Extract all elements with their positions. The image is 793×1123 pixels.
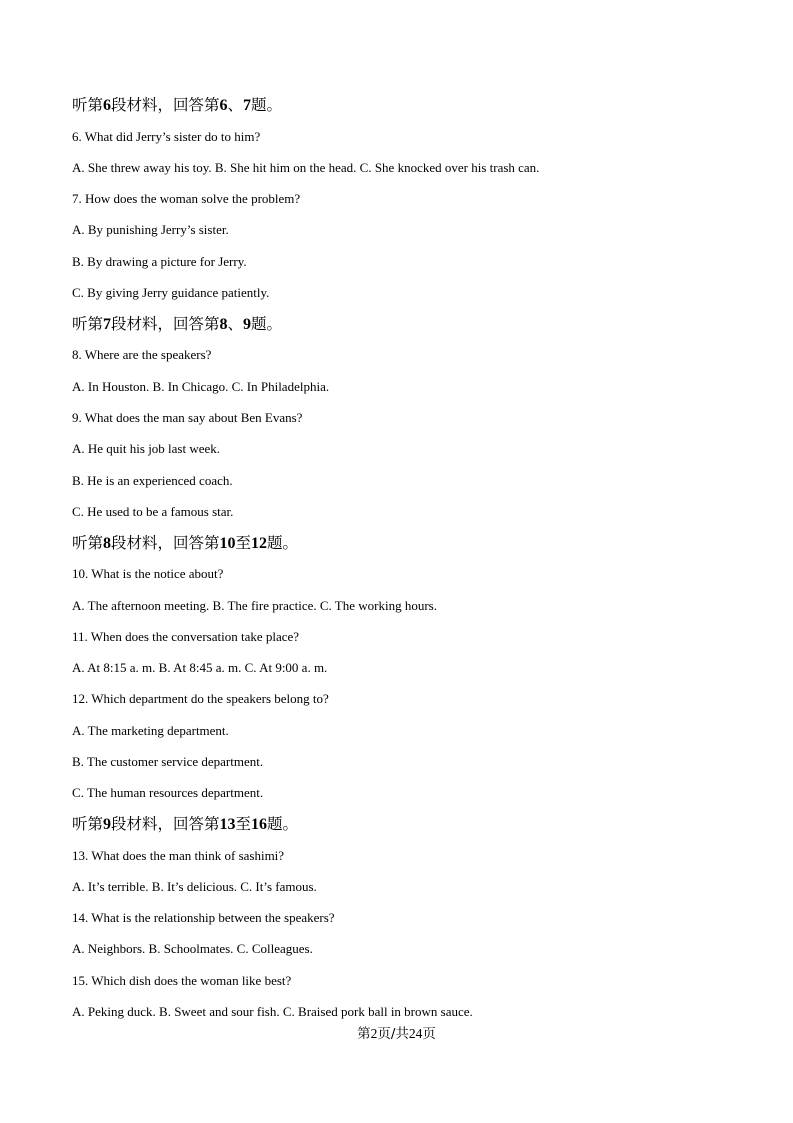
question-12-option-a: A. The marketing department.: [72, 723, 229, 738]
question-14: 14. What is the relationship between the speakers?: [72, 910, 335, 925]
section-heading-9: 听第9段材料，回答第13至16题。: [72, 815, 299, 833]
page-footer: 第2页/共24页: [357, 1026, 436, 1042]
question-7: 7. How does the woman solve the problem?: [72, 191, 301, 206]
question-12-option-b: B. The customer service department.: [72, 754, 264, 769]
question-12: 12. Which department do the speakers belong to?: [72, 691, 329, 706]
question-7-option-c: C. By giving Jerry guidance patiently.: [72, 285, 270, 300]
section-heading-7: 听第7段材料，回答第8、9题。: [72, 315, 283, 333]
section-heading-6: 听第6段材料，回答第6、7题。: [72, 96, 283, 114]
question-13: 13. What does the man think of sashimi?: [72, 848, 285, 863]
question-6-options: A. She threw away his toy. B. She hit him on the head. C. She knocked over his trash can.: [72, 160, 540, 175]
question-7-option-a: A. By punishing Jerry’s sister.: [72, 222, 229, 237]
question-11-options: A. At 8:15 a. m. B. At 8:45 a. m. C. At 9:00 a. m.: [72, 660, 328, 675]
question-10-options: A. The afternoon meeting. B. The fire practice. C. The working hours.: [72, 598, 437, 613]
question-7-option-b: B. By drawing a picture for Jerry.: [72, 254, 247, 269]
question-8: 8. Where are the speakers?: [72, 347, 212, 362]
question-15: 15. Which dish does the woman like best?: [72, 973, 292, 988]
question-11: 11. When does the conversation take place?: [72, 629, 300, 644]
question-8-options: A. In Houston. B. In Chicago. C. In Philadelphia.: [72, 379, 330, 394]
question-9-option-a: A. He quit his job last week.: [72, 441, 221, 456]
question-13-options: A. It’s terrible. B. It’s delicious. C. It’s famous.: [72, 879, 317, 894]
question-9-option-b: B. He is an experienced coach.: [72, 473, 233, 488]
question-12-option-c: C. The human resources department.: [72, 785, 264, 800]
question-9-option-c: C. He used to be a famous star.: [72, 504, 234, 519]
section-heading-8: 听第8段材料，回答第10至12题。: [72, 534, 299, 552]
question-10: 10. What is the notice about?: [72, 566, 224, 581]
question-6: 6. What did Jerry’s sister do to him?: [72, 129, 261, 144]
question-9: 9. What does the man say about Ben Evans?: [72, 410, 303, 425]
question-15-options: A. Peking duck. B. Sweet and sour fish. C. Braised pork ball in brown sauce.: [72, 1004, 473, 1019]
question-14-options: A. Neighbors. B. Schoolmates. C. Colleagues.: [72, 941, 313, 956]
